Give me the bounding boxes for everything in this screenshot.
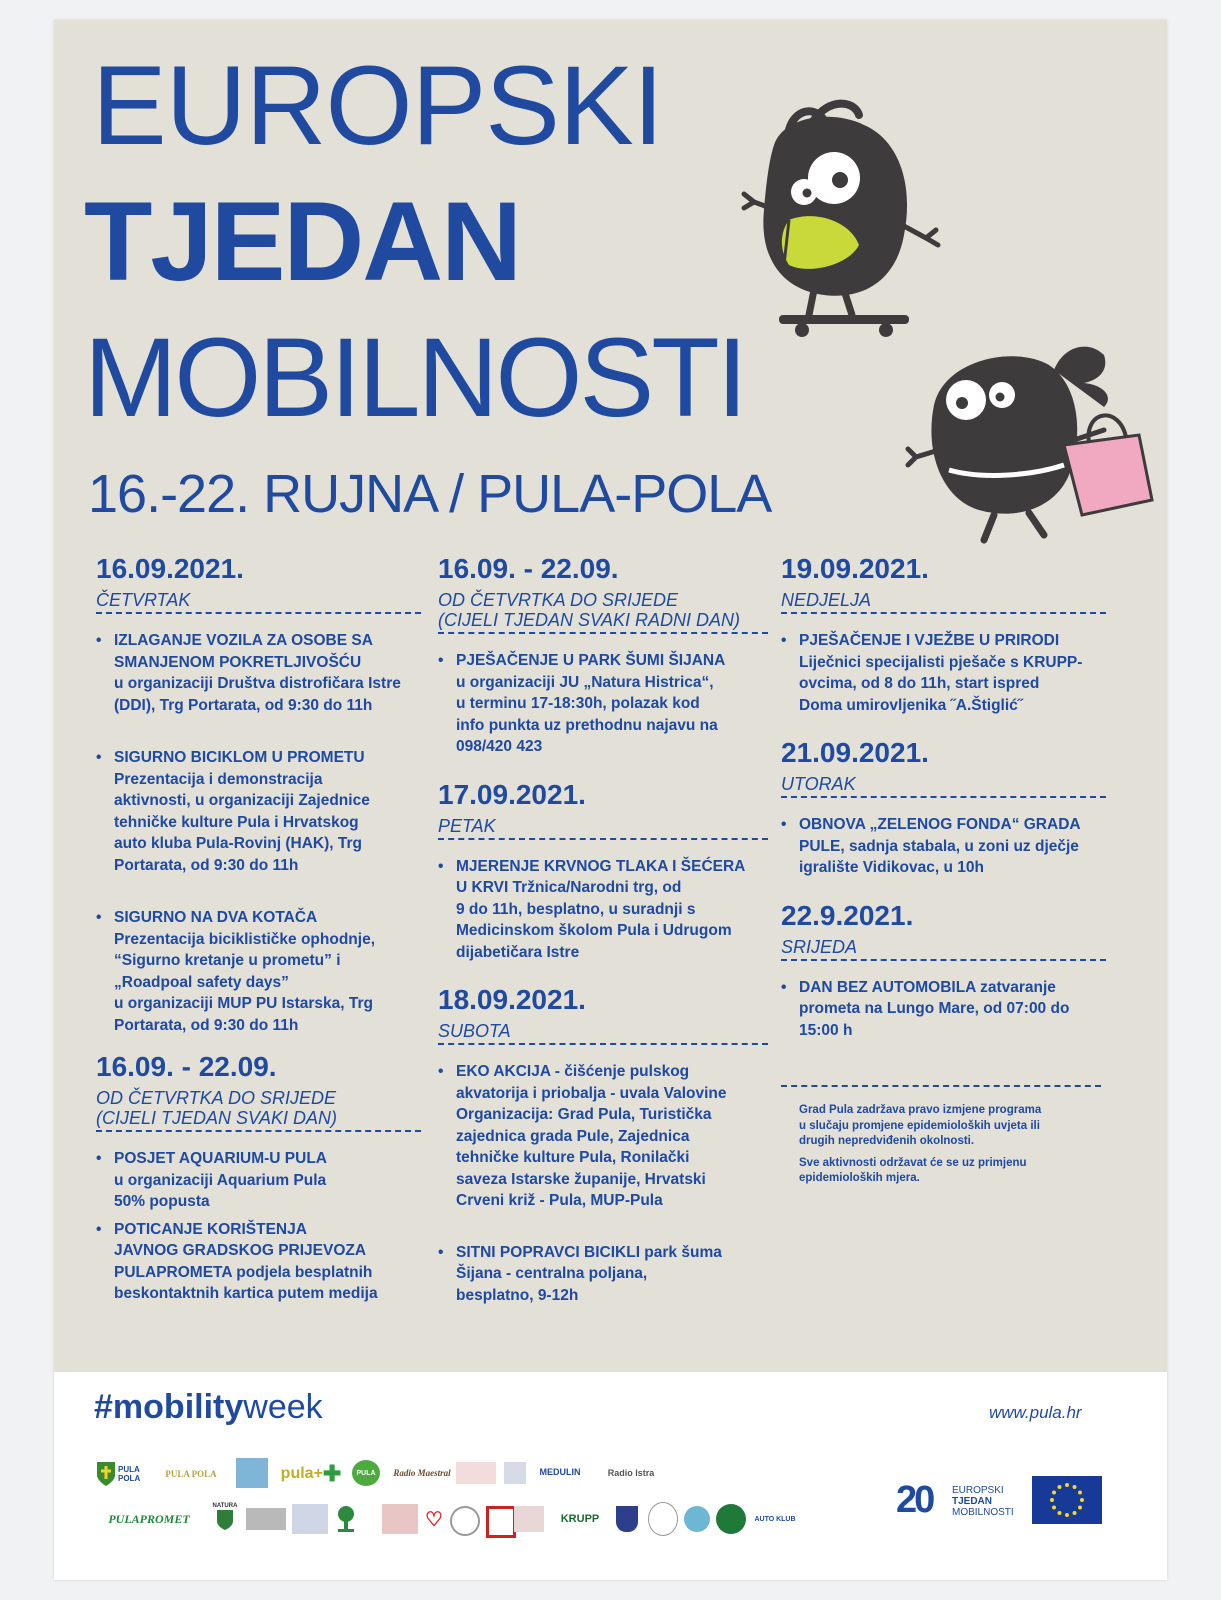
subtitle: 16.-22. RUJNA / PULA-POLA [88, 464, 772, 524]
event-line: prometa na Lungo Mare, od 07:00 do [799, 1000, 1070, 1017]
partner-logo [486, 1506, 516, 1538]
girl-with-bag-mascot-illustration [904, 325, 1164, 555]
eu-flag-icon [1032, 1476, 1102, 1524]
partner-logo [514, 1506, 544, 1532]
partner-logo [648, 1502, 678, 1536]
event-line: tehničke kulture Pula i Hrvatskog [114, 813, 359, 831]
event-line: beskontaktnih kartica putem medija [114, 1285, 378, 1302]
event-line: 50% popusta [114, 1193, 210, 1210]
day-label: OD ČETVRTKA DO SRIJEDE [438, 590, 679, 610]
eu-star-icon [1073, 1511, 1077, 1515]
logo-text: pula+ [280, 1465, 323, 1482]
radio-maestral-logo [392, 1460, 452, 1486]
logo-text: Radio Istra [607, 1468, 655, 1478]
event-line: • PJEŠAČENJE I VJEŽBE U PRIRODI [799, 632, 1060, 649]
schedule-section [438, 552, 768, 758]
schedule-section [96, 1050, 421, 1305]
section-day [781, 590, 1106, 614]
hashtag-symbol: # [94, 1388, 113, 1426]
event-line: ovcima, od 8 do 11h, start ispred [799, 675, 1040, 692]
partner-logo [382, 1504, 418, 1534]
event-line: Crveni križ - Pula, MUP-Pula [456, 1192, 663, 1209]
logo-text: Radio Maestral [393, 1468, 451, 1478]
event-line: PULAPROMETA podjela besplatnih [114, 1263, 373, 1281]
pula-pola-tourism-logo [156, 1460, 226, 1488]
event-item [438, 1061, 768, 1212]
section-date: 19.09.2021. [781, 553, 929, 584]
schedule-section [781, 899, 1106, 1042]
radio-istra-logo [596, 1462, 666, 1484]
partner-logo [504, 1462, 526, 1484]
city-emblem-logo [236, 1458, 268, 1488]
event-item [96, 747, 421, 876]
event-line: Prezentacija biciklističke ophodnje, [114, 930, 376, 948]
event-line: • POTICANJE KORIŠTENJA [114, 1220, 307, 1238]
event-item [438, 856, 768, 964]
event-item [96, 1148, 421, 1213]
logo-text: MEDULIN [539, 1467, 581, 1477]
section-date: 22.9.2021. [781, 899, 914, 931]
event-item [438, 650, 768, 758]
eu-star-icon [1078, 1491, 1082, 1495]
event-line: • SITNI POPRAVCI BICIKLI park šuma [456, 1243, 722, 1261]
event-line: 15:00 h [799, 1021, 853, 1039]
eu-star-icon [1050, 1498, 1054, 1502]
tree-circle-logo [716, 1504, 746, 1534]
event-line: tehničke kulture Pula, Ronilački [456, 1149, 690, 1166]
event-line: Šijana - centralna poljana, [456, 1265, 648, 1282]
eu-stars-icon [1032, 1476, 1102, 1524]
logo-line: MOBILNOSTI [952, 1507, 1014, 1518]
partner-logo [684, 1506, 710, 1532]
hashtag [94, 1388, 323, 1427]
event-item [96, 907, 421, 1036]
event-item [96, 630, 421, 716]
event-line: igralište Vidikovac, u 10h [799, 859, 984, 876]
event-line: Medicinskom školom Pula i Udrugom [456, 922, 732, 939]
event-line: „Roadpoal safety days” [114, 973, 289, 991]
event-line: “Sigurno kretanje u prometu” i [114, 952, 341, 969]
event-line: u organizaciji Društva distrofičara Istre [114, 675, 401, 692]
event-line: • OBNOVA „ZELENOG FONDA“ GRADA [799, 816, 1081, 833]
event-line: Portarata, od 9:30 do 11h [114, 1016, 299, 1034]
partner-logo [456, 1462, 496, 1484]
logo-text: PULA POLA [118, 1465, 141, 1483]
event-line: zajednica grada Pule, Zajednica [456, 1127, 690, 1145]
event-line: u organizaciji JU „Natura Histrica“, [456, 673, 714, 691]
section-date: 18.09.2021. [438, 984, 586, 1015]
event-line: auto kluba Pula-Rovinj (HAK), Trg [114, 835, 363, 852]
krupp-logo [550, 1508, 610, 1530]
note-line: epidemioloških mjera. [799, 1172, 920, 1184]
schedule-section [781, 552, 1106, 716]
section-date: 16.09. - 22.09. [96, 1051, 277, 1082]
section-date: 16.09. - 22.09. [438, 553, 619, 584]
event-line: 9 do 11h, besplatno, u suradnji s [456, 900, 696, 918]
section-day [96, 1088, 421, 1132]
section-day [781, 774, 1106, 798]
event-item [781, 630, 1106, 716]
event-line: • PJEŠAČENJE U PARK ŠUMI ŠIJANA [456, 652, 726, 669]
logo-line: TJEDAN [952, 1496, 993, 1507]
event-line: • EKO AKCIJA - čišćenje pulskog [456, 1063, 690, 1080]
logo-text [952, 1485, 1014, 1518]
day-label: NEDJELJA [781, 590, 872, 610]
event-line: SMANJENOM POKRETLJIVOŠĆU [114, 653, 362, 671]
tree-icon [334, 1504, 358, 1534]
event-item [781, 814, 1106, 879]
event-line: Portarata, od 9:30 do 11h [114, 856, 299, 874]
note-line: Grad Pula zadržava pravo izmjene programa [799, 1104, 1042, 1116]
note-line: u slučaju promjene epidemioloških uvjeta ili [799, 1119, 1040, 1132]
event-line: 098/420 423 [456, 738, 543, 755]
day-label: SRIJEDA [781, 936, 858, 957]
red-cross-heart-icon: ♡ [425, 1508, 443, 1531]
title-line-3: MOBILNOSTI [84, 315, 745, 440]
schedule-section [96, 552, 421, 1036]
day-label: PETAK [438, 815, 496, 836]
event-item [96, 1219, 421, 1305]
section-day [438, 816, 768, 840]
section-date: 21.09.2021. [781, 737, 929, 768]
section-day [438, 590, 768, 634]
event-line: Organizacija: Grad Pula, Turistička [456, 1106, 712, 1123]
event-line: akvatorija i priobalja - uvala Valovine [456, 1084, 727, 1102]
event-line: • SIGURNO NA DVA KOTAČA [114, 909, 318, 926]
logo-line: EUROPSKI [952, 1485, 1004, 1496]
section-day [781, 937, 1106, 961]
hashtag-rest: week [243, 1388, 323, 1426]
website-link[interactable]: www.pula.hr [989, 1403, 1082, 1422]
event-line: aktivnosti, u organizaciji Zajednice [114, 792, 370, 809]
event-line: • IZLAGANJE VOZILA ZA OSOBE SA [114, 632, 373, 649]
event-line: Doma umirovljenika ˝A.Štiglić˝ [799, 696, 1023, 714]
partner-logo [292, 1504, 328, 1534]
note-line: drugih nepredviđenih okolnosti. [799, 1135, 975, 1147]
eu-star-icon [1058, 1485, 1062, 1489]
schedule-section [438, 778, 768, 964]
event-line: u organizaciji MUP PU Istarska, Trg [114, 995, 373, 1012]
event-line: • POSJET AQUARIUM-U PULA [114, 1150, 327, 1167]
event-line: u organizaciji Aquarium Pula [114, 1171, 327, 1189]
logo-text: NATURA [212, 1503, 238, 1509]
event-line: JAVNOG GRADSKOG PRIJEVOZA [114, 1242, 367, 1259]
event-line: • SIGURNO BICIKLOM U PROMETU [114, 749, 365, 766]
event-line: besplatno, 9-12h [456, 1286, 579, 1304]
eu-star-icon [1065, 1513, 1069, 1517]
pula-plus-logo [282, 1460, 340, 1488]
poster [54, 20, 1167, 1580]
seal-logo [450, 1506, 480, 1536]
event-line: dijabetičara Istre [456, 943, 580, 961]
title-line-2: TJEDAN [84, 179, 521, 304]
event-line: (DDI), Trg Portarata, od 9:30 do 11h [114, 696, 373, 714]
logo-text: PULAPROMET [108, 1511, 190, 1526]
medulin-logo [534, 1460, 586, 1484]
eu-star-icon [1065, 1483, 1069, 1487]
eu-star-icon [1058, 1511, 1062, 1515]
eu-star-icon [1052, 1506, 1056, 1510]
eu-star-icon [1052, 1491, 1056, 1495]
natura-histrica-logo [210, 1498, 240, 1536]
event-line: • MJERENJE KRVNOG TLAKA I ŠEĆERA [456, 857, 746, 875]
schedule-column-1 [96, 552, 421, 1305]
pulapromet-logo [94, 1506, 204, 1532]
day-label: OD ČETVRTKA DO SRIJEDE [96, 1088, 337, 1108]
auto-klub-logo [750, 1508, 800, 1530]
day-label: UTORAK [781, 774, 856, 794]
heart-pula-logo [352, 1460, 380, 1486]
logo-text: PULA [356, 1469, 376, 1477]
event-line: U KRVI Tržnica/Narodni trg, od [456, 879, 682, 896]
disclaimer-note [781, 1103, 1106, 1187]
event-line: saveza Istarske županije, Hrvatski [456, 1170, 706, 1188]
partner-logo [246, 1508, 286, 1530]
event-item [781, 977, 1106, 1042]
schedule-column-3 [781, 552, 1106, 1187]
day-label: (CIJELI TJEDAN SVAKI DAN) [96, 1108, 338, 1128]
section-day [96, 590, 421, 614]
event-line: Prezentacija i demonstracija [114, 770, 323, 788]
event-line: • DAN BEZ AUTOMOBILA zatvaranje [799, 978, 1056, 996]
logo-text: KRUPP [560, 1513, 600, 1525]
police-badge-logo [616, 1506, 638, 1532]
eu-star-icon [1073, 1485, 1077, 1489]
event-line: Liječnici specijalisti pješače s KRUPP- [799, 653, 1083, 671]
event-line: PULE, sadnja stabala, u zoni uz dječje [799, 837, 1079, 855]
day-label: (CIJELI TJEDAN SVAKI RADNI DAN) [438, 610, 741, 630]
schedule-section [438, 983, 768, 1306]
day-label: SUBOTA [438, 1021, 511, 1041]
day-label: ČETVRTAK [96, 590, 191, 610]
logo-number: 20 [896, 1479, 933, 1521]
section-day [438, 1021, 768, 1045]
title-line-1: EUROPSKI [92, 43, 663, 168]
section-date: 17.09.2021. [438, 778, 586, 810]
eu-star-icon [1080, 1498, 1084, 1502]
plus-icon: ✚ [322, 1461, 342, 1486]
schedule-section [781, 736, 1106, 879]
european-mobility-week-20-logo [896, 1475, 1026, 1535]
event-line: info punkta uz prethodnu najavu na [456, 716, 718, 734]
skateboarder-mascot-illustration [714, 90, 944, 360]
event-line: u terminu 17-18:30h, polazak kod [456, 695, 700, 712]
event-item [438, 1242, 768, 1307]
logo-text: PULA POLA [165, 1469, 217, 1479]
eu-star-icon [1078, 1506, 1082, 1510]
sponsor-logos [94, 1450, 794, 1560]
hashtag-bold: mobility [112, 1388, 244, 1426]
note-line: Sve aktivnosti održavat će se uz primjenu [799, 1156, 1027, 1169]
schedule-column-2 [438, 552, 768, 1306]
section-date: 16.09.2021. [96, 553, 244, 584]
pula-coat-of-arms-logo [94, 1456, 146, 1492]
logo-text: AUTO KLUB [754, 1515, 796, 1523]
